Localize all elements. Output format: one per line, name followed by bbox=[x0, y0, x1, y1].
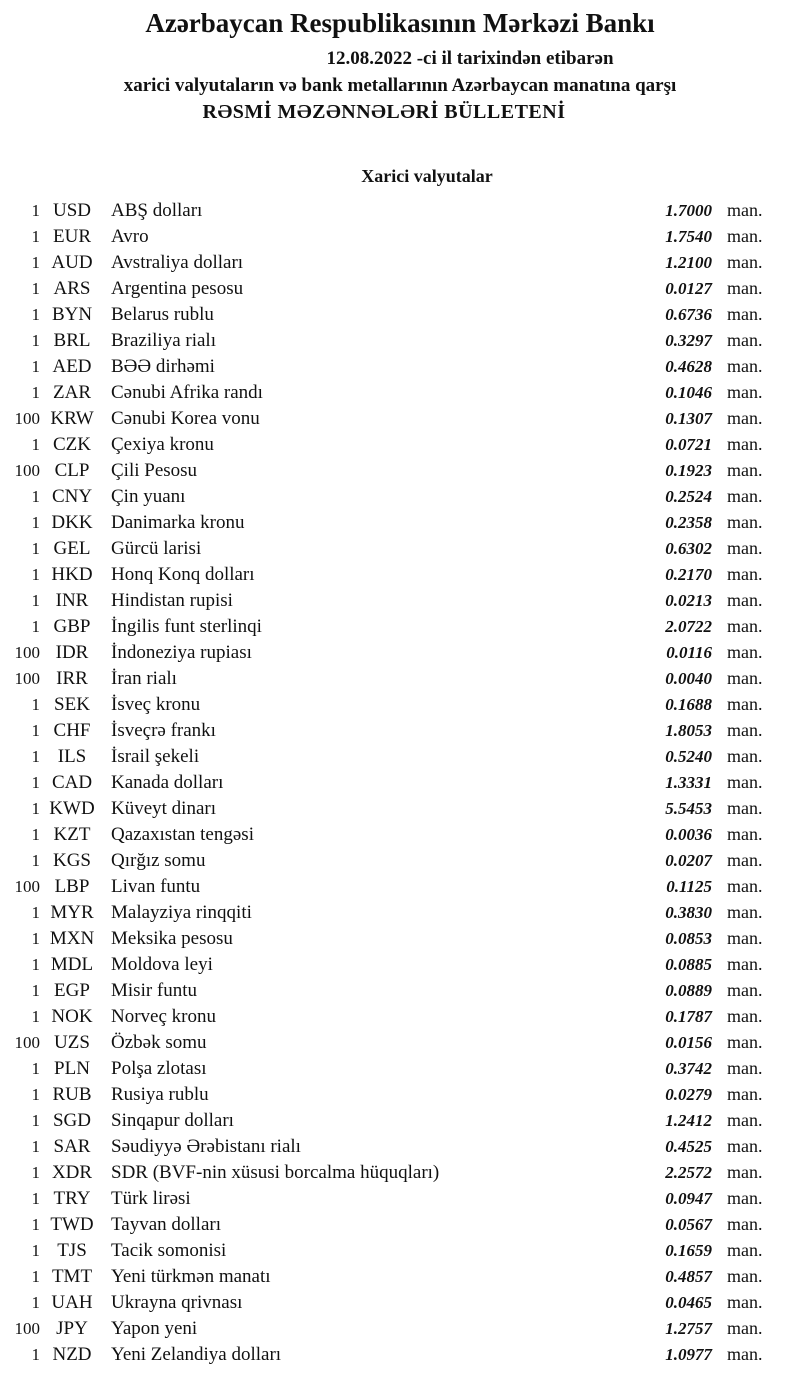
rate-value: 0.0721 bbox=[665, 435, 712, 454]
rate-unit: man. bbox=[727, 434, 763, 454]
currency-name: Yeni Zelandiya dolları bbox=[111, 1344, 282, 1365]
rate-value: 0.1046 bbox=[665, 383, 712, 402]
currency-name: Avro bbox=[111, 226, 149, 247]
table-row bbox=[0, 353, 770, 379]
currency-code: CLP bbox=[54, 460, 90, 481]
rate-value: 0.1125 bbox=[666, 877, 712, 896]
currency-code: CHF bbox=[53, 720, 91, 741]
table-row bbox=[0, 951, 770, 977]
currency-name: Yapon yeni bbox=[111, 1318, 198, 1339]
table-row bbox=[0, 1081, 770, 1107]
currency-quantity: 1 bbox=[31, 851, 40, 870]
rate-value: 0.0156 bbox=[665, 1033, 712, 1052]
currency-name: Norveç kronu bbox=[111, 1006, 216, 1027]
currency-quantity: 1 bbox=[31, 279, 40, 298]
rate-unit: man. bbox=[727, 1032, 763, 1052]
rate-value: 1.7000 bbox=[665, 201, 712, 220]
rate-value: 0.5240 bbox=[665, 747, 712, 766]
currency-name: İngilis funt sterlinqi bbox=[111, 616, 262, 637]
currency-name: Cənubi Korea vonu bbox=[111, 408, 260, 429]
rate-unit: man. bbox=[727, 876, 763, 896]
rate-unit: man. bbox=[727, 720, 763, 740]
currency-code: HKD bbox=[51, 564, 93, 585]
table-row bbox=[0, 561, 770, 587]
section-title-foreign-currencies: Xarici valyutalar bbox=[361, 166, 493, 186]
rates-table bbox=[0, 197, 800, 1367]
currency-code: XDR bbox=[51, 1162, 93, 1183]
rate-unit: man. bbox=[727, 278, 763, 298]
currency-name: Tayvan dolları bbox=[111, 1214, 221, 1235]
table-row bbox=[0, 847, 770, 873]
rate-value: 0.0853 bbox=[665, 929, 712, 948]
table-row bbox=[0, 431, 770, 457]
effective-date-line: 12.08.2022 -ci il tarixindən etibarən bbox=[326, 48, 614, 69]
currency-code: KWD bbox=[49, 798, 95, 819]
table-row bbox=[0, 275, 770, 301]
currency-code: TWD bbox=[50, 1214, 94, 1235]
table-row bbox=[0, 639, 770, 665]
rate-unit: man. bbox=[727, 512, 763, 532]
rate-value: 0.0279 bbox=[665, 1085, 712, 1104]
table-row bbox=[0, 665, 770, 691]
currency-code: TMT bbox=[51, 1266, 93, 1287]
currency-quantity: 1 bbox=[31, 565, 40, 584]
table-row bbox=[0, 1133, 770, 1159]
currency-name: Braziliya rialı bbox=[111, 330, 216, 351]
table-row bbox=[0, 1029, 770, 1055]
rate-value: 1.0977 bbox=[665, 1345, 712, 1364]
currency-name: ABŞ dolları bbox=[111, 200, 203, 221]
currency-name: Ukrayna qrivnası bbox=[111, 1292, 243, 1313]
rate-value: 0.0213 bbox=[665, 591, 712, 610]
table-row bbox=[0, 873, 770, 899]
currency-name: Moldova leyi bbox=[111, 954, 213, 975]
currency-name: Çin yuanı bbox=[111, 486, 186, 507]
rate-value: 0.0947 bbox=[665, 1189, 712, 1208]
currency-quantity: 1 bbox=[31, 1215, 40, 1234]
rate-unit: man. bbox=[727, 824, 763, 844]
currency-code: NZD bbox=[52, 1344, 92, 1365]
currency-code: MYR bbox=[50, 902, 94, 923]
currency-quantity: 1 bbox=[31, 1007, 40, 1026]
currency-quantity: 100 bbox=[14, 643, 40, 662]
rate-value: 0.4857 bbox=[665, 1267, 712, 1286]
currency-code: SGD bbox=[52, 1110, 91, 1131]
rate-unit: man. bbox=[727, 1162, 763, 1182]
currency-quantity: 1 bbox=[31, 227, 40, 246]
rate-value: 0.4525 bbox=[665, 1137, 712, 1156]
rate-value: 0.1688 bbox=[665, 695, 712, 714]
rate-unit: man. bbox=[727, 772, 763, 792]
table-row bbox=[0, 379, 770, 405]
rate-unit: man. bbox=[727, 564, 763, 584]
table-row bbox=[0, 197, 770, 223]
currency-quantity: 1 bbox=[31, 747, 40, 766]
table-row bbox=[0, 1003, 770, 1029]
rate-value: 0.6302 bbox=[665, 539, 712, 558]
rate-unit: man. bbox=[727, 1188, 763, 1208]
rate-unit: man. bbox=[727, 408, 763, 428]
rate-unit: man. bbox=[727, 1058, 763, 1078]
currency-quantity: 1 bbox=[31, 1241, 40, 1260]
table-row bbox=[0, 249, 770, 275]
rate-unit: man. bbox=[727, 1214, 763, 1234]
table-row bbox=[0, 509, 770, 535]
rate-value: 0.0465 bbox=[665, 1293, 712, 1312]
currency-quantity: 100 bbox=[14, 669, 40, 688]
currency-name: Kanada dolları bbox=[111, 772, 224, 793]
currency-quantity: 1 bbox=[31, 1059, 40, 1078]
currency-code: KGS bbox=[52, 850, 91, 871]
rate-unit: man. bbox=[727, 538, 763, 558]
currency-quantity: 1 bbox=[31, 513, 40, 532]
currency-name: Hindistan rupisi bbox=[111, 590, 233, 611]
rate-value: 0.0036 bbox=[665, 825, 712, 844]
rate-value: 5.5453 bbox=[665, 799, 712, 818]
currency-name: Meksika pesosu bbox=[111, 928, 233, 949]
currency-quantity: 1 bbox=[31, 721, 40, 740]
rate-unit: man. bbox=[727, 1344, 763, 1364]
currency-code: EGP bbox=[54, 980, 90, 1001]
rate-value: 0.6736 bbox=[665, 305, 712, 324]
currency-code: GEL bbox=[53, 538, 91, 559]
currency-name: Sinqapur dolları bbox=[111, 1110, 234, 1131]
rate-value: 0.3742 bbox=[665, 1059, 712, 1078]
table-row bbox=[0, 1263, 770, 1289]
currency-code: USD bbox=[52, 200, 91, 221]
rate-value: 0.0116 bbox=[666, 643, 712, 662]
table-row bbox=[0, 1055, 770, 1081]
currency-name: Tacik somonisi bbox=[111, 1240, 227, 1261]
currency-quantity: 100 bbox=[14, 1319, 40, 1338]
rate-unit: man. bbox=[727, 902, 763, 922]
currency-quantity: 1 bbox=[31, 825, 40, 844]
rate-unit: man. bbox=[727, 226, 763, 246]
rate-unit: man. bbox=[727, 1292, 763, 1312]
rate-value: 0.1659 bbox=[665, 1241, 712, 1260]
currency-code: UZS bbox=[54, 1032, 90, 1053]
currency-code: CNY bbox=[51, 486, 93, 507]
currency-quantity: 1 bbox=[31, 253, 40, 272]
rate-unit: man. bbox=[727, 330, 763, 350]
table-row bbox=[0, 691, 770, 717]
rate-unit: man. bbox=[727, 460, 763, 480]
currency-quantity: 1 bbox=[31, 799, 40, 818]
table-row bbox=[0, 457, 770, 483]
currency-quantity: 1 bbox=[31, 903, 40, 922]
currency-quantity: 1 bbox=[31, 1085, 40, 1104]
currency-quantity: 1 bbox=[31, 1189, 40, 1208]
currency-code: NOK bbox=[51, 1006, 93, 1027]
rate-unit: man. bbox=[727, 1240, 763, 1260]
currency-code: INR bbox=[55, 590, 89, 611]
rate-value: 0.3297 bbox=[665, 331, 712, 350]
rate-value: 1.2412 bbox=[665, 1111, 712, 1130]
rate-value: 1.7540 bbox=[665, 227, 712, 246]
currency-code: RUB bbox=[52, 1084, 92, 1105]
rate-value: 2.2572 bbox=[665, 1163, 712, 1182]
rate-unit: man. bbox=[727, 200, 763, 220]
rate-unit: man. bbox=[727, 954, 763, 974]
currency-code: SEK bbox=[54, 694, 90, 715]
currency-name: İsveçrə frankı bbox=[111, 720, 216, 741]
currency-code: DKK bbox=[51, 512, 93, 533]
currency-code: BYN bbox=[51, 304, 93, 325]
rate-unit: man. bbox=[727, 798, 763, 818]
rate-unit: man. bbox=[727, 1318, 763, 1338]
table-row bbox=[0, 795, 770, 821]
rate-value: 0.0040 bbox=[665, 669, 712, 688]
currency-name: Gürcü larisi bbox=[111, 538, 202, 559]
currency-quantity: 1 bbox=[31, 695, 40, 714]
rate-value: 0.0207 bbox=[665, 851, 712, 870]
table-row bbox=[0, 717, 770, 743]
currency-code: TRY bbox=[53, 1188, 91, 1209]
currency-name: Rusiya rublu bbox=[111, 1084, 209, 1105]
table-row bbox=[0, 405, 770, 431]
rate-unit: man. bbox=[727, 356, 763, 376]
currency-code: PLN bbox=[54, 1058, 90, 1079]
table-row bbox=[0, 1289, 770, 1315]
rate-value: 0.2524 bbox=[665, 487, 712, 506]
table-row bbox=[0, 1159, 770, 1185]
currency-name: Özbək somu bbox=[111, 1032, 207, 1053]
table-row bbox=[0, 535, 770, 561]
currency-quantity: 1 bbox=[31, 435, 40, 454]
currency-quantity: 1 bbox=[31, 929, 40, 948]
subject-line: xarici valyutaların və bank metallarının Azərbaycan manatına qarşı bbox=[123, 75, 677, 96]
currency-name: Malayziya rinqqiti bbox=[111, 902, 252, 923]
currency-quantity: 1 bbox=[31, 1267, 40, 1286]
currency-code: GBP bbox=[53, 616, 91, 637]
currency-code: AUD bbox=[51, 252, 93, 273]
currency-code: CZK bbox=[53, 434, 91, 455]
currency-name: Küveyt dinarı bbox=[111, 798, 217, 819]
currency-code: AED bbox=[52, 356, 92, 377]
table-row bbox=[0, 223, 770, 249]
table-row bbox=[0, 327, 770, 353]
currency-code: TJS bbox=[57, 1240, 87, 1261]
currency-code: UAH bbox=[51, 1292, 93, 1313]
rate-value: 0.1787 bbox=[665, 1007, 712, 1026]
currency-quantity: 1 bbox=[31, 305, 40, 324]
currency-quantity: 1 bbox=[31, 1345, 40, 1364]
currency-quantity: 1 bbox=[31, 539, 40, 558]
rate-value: 1.2100 bbox=[665, 253, 712, 272]
rate-value: 1.2757 bbox=[665, 1319, 712, 1338]
table-row bbox=[0, 925, 770, 951]
currency-code: ILS bbox=[57, 746, 87, 767]
rate-unit: man. bbox=[727, 928, 763, 948]
rate-value: 0.4628 bbox=[665, 357, 712, 376]
table-row bbox=[0, 1237, 770, 1263]
rate-value: 1.8053 bbox=[665, 721, 712, 740]
currency-name: Çili Pesosu bbox=[111, 460, 198, 481]
currency-quantity: 1 bbox=[31, 981, 40, 1000]
currency-quantity: 1 bbox=[31, 357, 40, 376]
currency-quantity: 100 bbox=[14, 877, 40, 896]
bank-name-title: Azərbaycan Respublikasının Mərkəzi Bankı bbox=[145, 8, 655, 38]
rate-unit: man. bbox=[727, 980, 763, 1000]
table-row bbox=[0, 1315, 770, 1341]
currency-name: İndoneziya rupiası bbox=[111, 642, 252, 663]
rate-unit: man. bbox=[727, 668, 763, 688]
currency-name: Livan funtu bbox=[111, 876, 201, 897]
currency-name: Belarus rublu bbox=[111, 304, 214, 325]
rate-value: 0.0127 bbox=[665, 279, 712, 298]
rate-unit: man. bbox=[727, 304, 763, 324]
currency-name: Yeni türkmən manatı bbox=[111, 1266, 271, 1287]
rate-unit: man. bbox=[727, 1084, 763, 1104]
table-row bbox=[0, 821, 770, 847]
rate-unit: man. bbox=[727, 382, 763, 402]
currency-code: KRW bbox=[50, 408, 94, 429]
rate-unit: man. bbox=[727, 590, 763, 610]
currency-quantity: 1 bbox=[31, 591, 40, 610]
table-row bbox=[0, 483, 770, 509]
currency-code: ARS bbox=[53, 278, 91, 299]
currency-name: İran rialı bbox=[111, 668, 177, 689]
table-row bbox=[0, 977, 770, 1003]
currency-name: Çexiya kronu bbox=[111, 434, 214, 455]
currency-quantity: 1 bbox=[31, 1111, 40, 1130]
currency-quantity: 1 bbox=[31, 617, 40, 636]
currency-code: BRL bbox=[53, 330, 91, 351]
rate-unit: man. bbox=[727, 746, 763, 766]
currency-quantity: 100 bbox=[14, 409, 40, 428]
table-row bbox=[0, 1107, 770, 1133]
rate-value: 1.3331 bbox=[665, 773, 712, 792]
currency-name: Honq Konq dolları bbox=[111, 564, 255, 585]
rate-unit: man. bbox=[727, 1136, 763, 1156]
currency-code: SAR bbox=[53, 1136, 91, 1157]
currency-quantity: 1 bbox=[31, 955, 40, 974]
currency-name: Qazaxıstan tengəsi bbox=[111, 824, 254, 845]
currency-name: Türk lirəsi bbox=[111, 1188, 191, 1209]
rate-value: 0.2170 bbox=[665, 565, 712, 584]
rate-unit: man. bbox=[727, 850, 763, 870]
currency-quantity: 1 bbox=[31, 1137, 40, 1156]
rate-unit: man. bbox=[727, 694, 763, 714]
rate-value: 0.1923 bbox=[665, 461, 712, 480]
currency-name: SDR (BVF-nin xüsusi borcalma hüquqları) bbox=[111, 1162, 440, 1183]
rate-value: 0.0889 bbox=[665, 981, 712, 1000]
rate-unit: man. bbox=[727, 252, 763, 272]
currency-quantity: 1 bbox=[31, 487, 40, 506]
currency-code: MXN bbox=[49, 928, 95, 949]
table-row bbox=[0, 587, 770, 613]
rate-unit: man. bbox=[727, 486, 763, 506]
currency-name: Danimarka kronu bbox=[111, 512, 245, 533]
currency-code: LBP bbox=[54, 876, 90, 897]
rate-value: 2.0722 bbox=[665, 617, 712, 636]
rate-unit: man. bbox=[727, 1266, 763, 1286]
currency-quantity: 100 bbox=[14, 461, 40, 480]
currency-quantity: 1 bbox=[31, 383, 40, 402]
currency-name: Səudiyyə Ərəbistanı rialı bbox=[111, 1136, 301, 1157]
currency-code: MDL bbox=[50, 954, 94, 975]
rate-value: 0.1307 bbox=[665, 409, 712, 428]
rate-unit: man. bbox=[727, 1110, 763, 1130]
currency-quantity: 1 bbox=[31, 201, 40, 220]
currency-quantity: 1 bbox=[31, 331, 40, 350]
currency-quantity: 1 bbox=[31, 1163, 40, 1182]
table-row bbox=[0, 1185, 770, 1211]
currency-name: İsveç kronu bbox=[111, 694, 201, 715]
table-row bbox=[0, 769, 770, 795]
currency-code: KZT bbox=[53, 824, 91, 845]
table-row bbox=[0, 1211, 770, 1237]
currency-name: Qırğız somu bbox=[111, 850, 206, 871]
currency-name: BƏƏ dirhəmi bbox=[111, 356, 215, 377]
currency-name: Avstraliya dolları bbox=[111, 252, 244, 273]
currency-code: EUR bbox=[53, 226, 91, 247]
rate-unit: man. bbox=[727, 616, 763, 636]
bulletin-title: RƏSMİ MƏZƏNNƏLƏRİ BÜLLETENİ bbox=[202, 101, 566, 123]
rate-value: 0.3830 bbox=[665, 903, 712, 922]
table-row bbox=[0, 743, 770, 769]
table-row bbox=[0, 1341, 770, 1367]
currency-name: Polşa zlotası bbox=[111, 1058, 207, 1079]
rate-unit: man. bbox=[727, 642, 763, 662]
rate-value: 0.2358 bbox=[665, 513, 712, 532]
currency-quantity: 100 bbox=[14, 1033, 40, 1052]
rate-unit: man. bbox=[727, 1006, 763, 1026]
currency-name: Cənubi Afrika randı bbox=[111, 382, 263, 403]
table-row bbox=[0, 899, 770, 925]
currency-quantity: 1 bbox=[31, 1293, 40, 1312]
currency-code: IRR bbox=[56, 668, 88, 689]
currency-code: IDR bbox=[55, 642, 89, 663]
currency-code: JPY bbox=[56, 1318, 88, 1339]
rate-value: 0.0885 bbox=[665, 955, 712, 974]
currency-code: ZAR bbox=[53, 382, 91, 403]
currency-name: Misir funtu bbox=[111, 980, 198, 1001]
currency-name: İsrail şekeli bbox=[111, 746, 200, 767]
currency-quantity: 1 bbox=[31, 773, 40, 792]
currency-code: CAD bbox=[51, 772, 93, 793]
rate-value: 0.0567 bbox=[665, 1215, 712, 1234]
table-row bbox=[0, 301, 770, 327]
table-row bbox=[0, 613, 770, 639]
currency-name: Argentina pesosu bbox=[111, 278, 244, 299]
